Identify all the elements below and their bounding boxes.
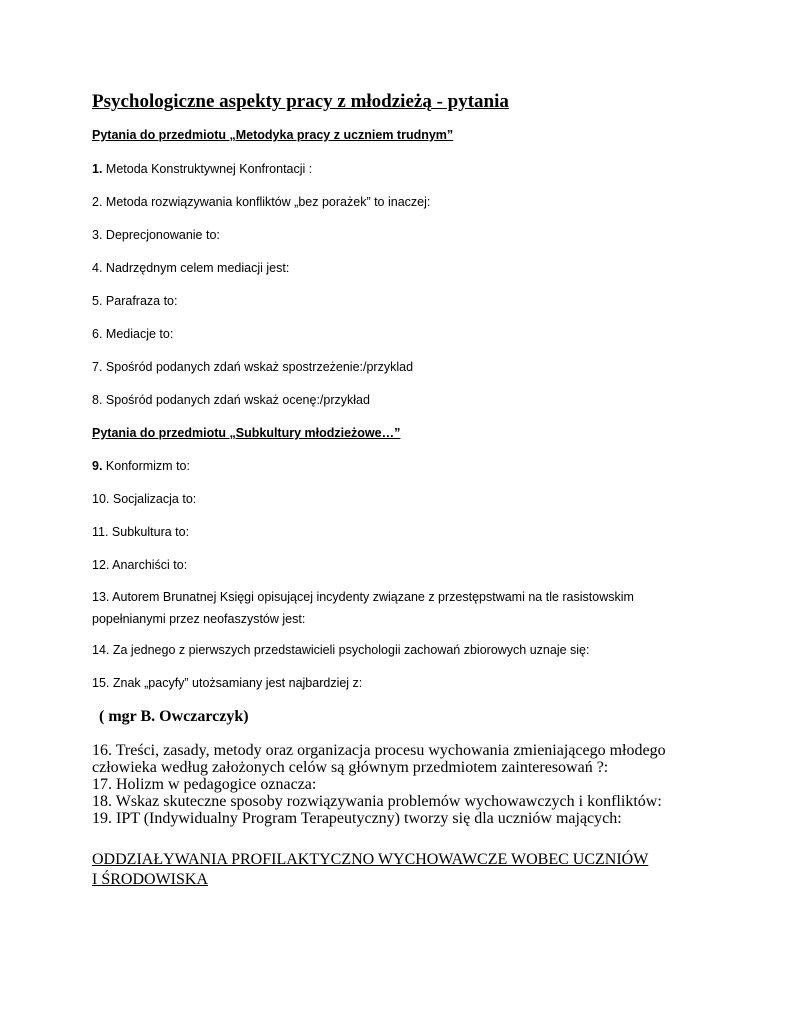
question-text: Spośród podanych zdań wskaż ocenę:/przykład [102, 393, 370, 407]
question-text: Metoda Konstruktywnej Konfrontacji : [102, 162, 313, 176]
question-text: Deprecjonowanie to: [102, 228, 220, 242]
question-number: 10. [92, 492, 110, 506]
question-item [92, 392, 370, 409]
question-text: Metoda rozwiązywania konfliktów „bez porażek” to inaczej: [102, 195, 431, 209]
question-text: Socjalizacja to: [109, 492, 197, 506]
question-item [92, 227, 220, 244]
section-heading-metodyka: Pytania do przedmiotu „Metodyka pracy z uczniem trudnym” [92, 128, 454, 142]
question-number: 6. [92, 327, 103, 341]
question-line: człowieka według założonych celów są głównym przedmiotem zainteresowań ?: [92, 759, 609, 776]
question-item [92, 359, 413, 376]
question-text: Znak „pacyfy” utożsamiany jest najbardziej z: [109, 676, 363, 690]
question-item [92, 260, 289, 277]
question-text: Mediacje to: [102, 327, 174, 341]
heading-line: ODDZIAŁYWANIA PROFILAKTYCZNO WYCHOWAWCZE WOBEC UCZNIÓW [92, 851, 649, 868]
question-text: Nadrzędnym celem mediacji jest: [102, 261, 290, 275]
question-item [92, 458, 190, 475]
question-item [92, 293, 177, 310]
question-item [92, 675, 362, 692]
question-number: 14. [92, 643, 110, 657]
question-number: 1. [92, 162, 103, 176]
question-number: 13. [92, 590, 110, 604]
question-line: 16. Treści, zasady, metody oraz organizacja procesu wychowania zmieniającego młodego [92, 742, 666, 759]
question-number: 4. [92, 261, 103, 275]
question-item [92, 642, 590, 659]
section-heading-profilaktyka [92, 850, 648, 890]
question-text: Anarchiści to: [109, 558, 188, 572]
question-line: 17. Holizm w pedagogice oznacza: [92, 776, 317, 793]
question-item [92, 161, 312, 178]
question-item [92, 194, 430, 211]
question-line: popełnianymi przez neofaszystów jest: [92, 612, 306, 626]
question-number: 5. [92, 294, 103, 308]
question-number: 8. [92, 393, 103, 407]
question-text: Autorem Brunatnej Księgi opisującej incydenty związane z przestępstwami na tle rasistowskim [109, 590, 634, 604]
question-text: Subkultura to: [108, 525, 190, 539]
author-name: ( mgr B. Owczarczyk) [99, 708, 249, 725]
question-item [92, 524, 189, 541]
question-number: 11. [92, 525, 109, 539]
heading-line: I ŚRODOWISKA [92, 871, 208, 888]
question-item [92, 586, 634, 630]
question-line: 19. IPT (Indywidualny Program Terapeutyczny) tworzy się dla uczniów mających: [92, 810, 622, 827]
question-number: 9. [92, 459, 103, 473]
question-item [92, 557, 187, 574]
question-number: 3. [92, 228, 103, 242]
question-text: Parafraza to: [102, 294, 178, 308]
document-title: Psychologiczne aspekty pracy z młodzieżą - pytania [92, 91, 509, 112]
question-item [92, 491, 196, 508]
question-line: 18. Wskaz skuteczne sposoby rozwiązywania problemów wychowawczych i konfliktów: [92, 793, 662, 810]
question-number: 7. [92, 360, 103, 374]
section-heading-subkultury: Pytania do przedmiotu „Subkultury młodzieżowe…” [92, 426, 401, 440]
question-text: Konformizm to: [102, 459, 190, 473]
question-number: 2. [92, 195, 103, 209]
question-text: Spośród podanych zdań wskaż spostrzeżenie:/przyklad [102, 360, 414, 374]
question-number: 15. [92, 676, 110, 690]
question-item [92, 326, 173, 343]
question-line [92, 586, 634, 608]
question-number: 12. [92, 558, 110, 572]
question-text: Za jednego z pierwszych przedstawicieli psychologii zachowań zbiorowych uznaje się: [109, 643, 590, 657]
questions-block-serif [92, 742, 732, 827]
